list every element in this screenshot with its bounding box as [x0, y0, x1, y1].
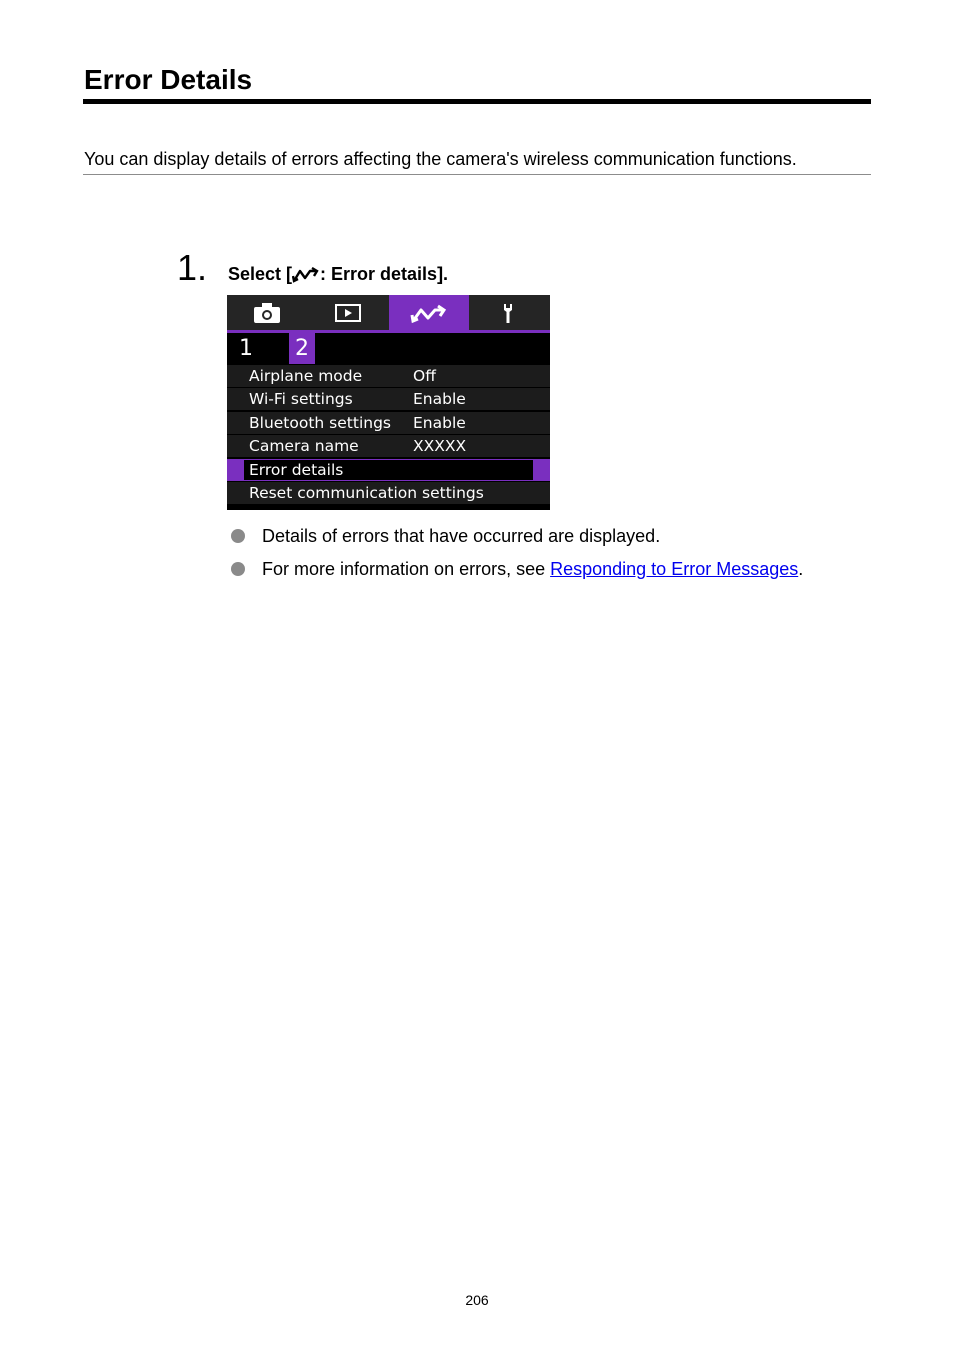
- error-messages-link[interactable]: Responding to Error Messages: [550, 559, 799, 579]
- camera-menu-screen: [227, 295, 550, 510]
- menu-list: [227, 365, 550, 505]
- menu-item-error-details[interactable]: [227, 459, 550, 481]
- playback-icon: [333, 302, 363, 324]
- camera-icon: [252, 302, 282, 324]
- menu-item-airplane-mode[interactable]: [227, 365, 550, 387]
- menu-item-label: Wi-Fi settings: [249, 390, 353, 409]
- wrench-icon: [498, 301, 522, 325]
- wireless-icon: [292, 267, 320, 283]
- step-number: 1.: [177, 247, 208, 288]
- tab-wireless[interactable]: [389, 295, 469, 333]
- menu-item-value: Enable: [413, 413, 466, 432]
- menu-item-camera-name[interactable]: [227, 435, 550, 457]
- bullet-text-after: .: [798, 559, 804, 579]
- menu-subtab-bar: [227, 333, 550, 364]
- bullet-text: Details of errors that have occurred are displayed.: [262, 526, 661, 546]
- page-title: Error Details: [84, 64, 253, 95]
- menu-item-bluetooth-settings[interactable]: [227, 412, 550, 434]
- menu-item-label: Reset communication settings: [249, 483, 484, 502]
- menu-item-label: Error details: [249, 460, 344, 479]
- menu-item-value: Enable: [413, 390, 466, 409]
- subtab-1[interactable]: 1: [239, 336, 253, 361]
- intro-divider: [83, 174, 871, 175]
- step-instruction: [228, 263, 448, 285]
- bullet-text: [262, 557, 803, 581]
- menu-item-label: Airplane mode: [249, 367, 363, 385]
- tab-shooting[interactable]: [227, 295, 307, 331]
- tab-playback[interactable]: [308, 295, 388, 331]
- menu-item-wifi-settings[interactable]: [227, 388, 550, 410]
- subtab-2[interactable]: 2: [289, 333, 315, 364]
- page-number: 206: [465, 1292, 489, 1308]
- menu-item-label: Camera name: [249, 437, 359, 456]
- menu-item-label: Bluetooth settings: [249, 413, 391, 432]
- bullet-text-before: For more information on errors, see: [262, 559, 551, 579]
- bullet-dot-icon: [231, 562, 245, 576]
- menu-item-value: Off: [413, 367, 436, 385]
- bullet-dot-icon: [231, 529, 245, 543]
- step-prefix: Select [: [228, 264, 293, 284]
- menu-item-value: XXXXX: [413, 437, 467, 456]
- wireless-icon: [410, 304, 448, 324]
- title-divider: [83, 99, 871, 104]
- menu-tab-bar: [227, 295, 550, 333]
- tab-setup[interactable]: [470, 295, 550, 331]
- intro-text: You can display details of errors affecting the camera's wireless communication functions.: [84, 149, 797, 169]
- menu-item-reset-communication[interactable]: [227, 482, 550, 504]
- step-suffix: : Error details].: [320, 264, 449, 284]
